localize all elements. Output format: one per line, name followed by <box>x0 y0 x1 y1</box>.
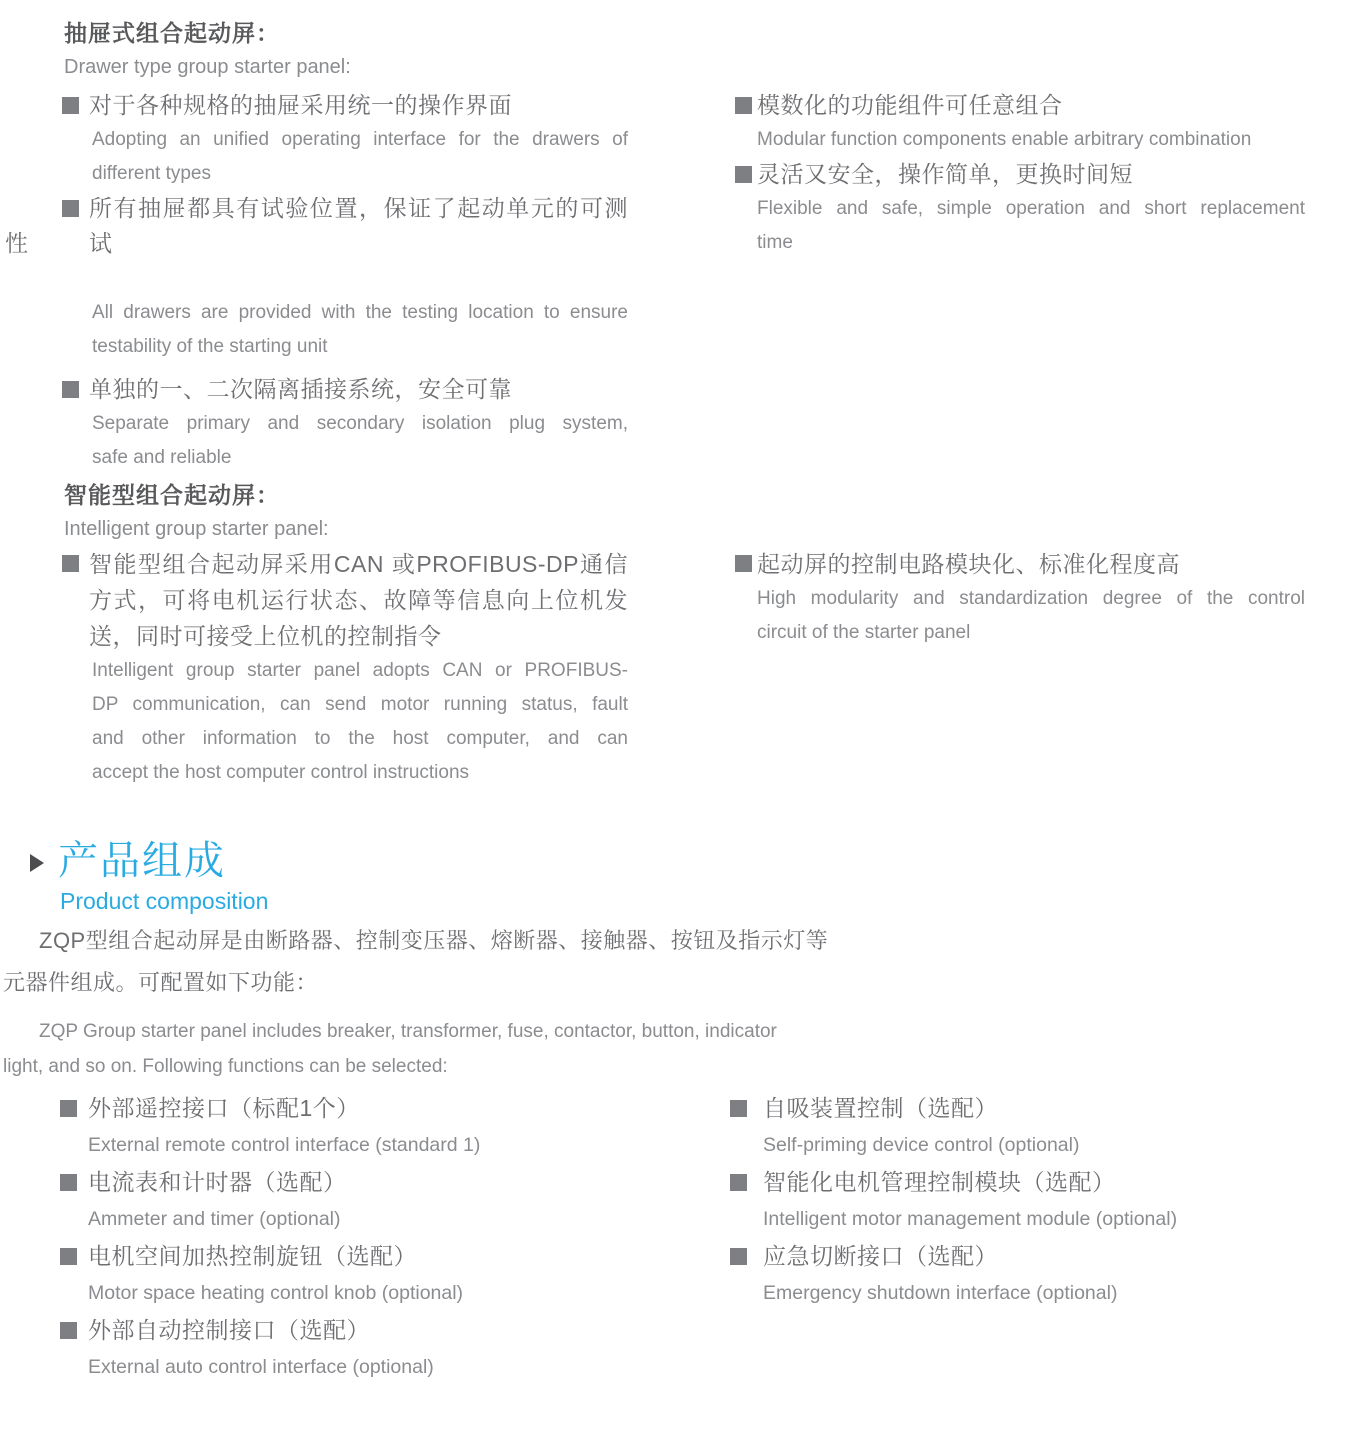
bullet-square-icon <box>60 1100 77 1117</box>
option-text-en: External remote control interface (standard 1) <box>88 1134 481 1156</box>
bullet-square-icon <box>735 166 752 183</box>
option-line: 电流表和计时器（选配） <box>88 1169 347 1195</box>
drawer-section-title-zh: 抽屉式组合起动屏： <box>64 20 280 46</box>
bullet-line: 灵活又安全，操作简单，更换时间短 <box>757 161 1133 187</box>
option-text-zh <box>730 1164 1349 1201</box>
bullet-text-en: Modular function components enable arbitrary combination <box>757 129 1252 150</box>
bullet-square-icon <box>62 555 79 572</box>
bullet-text-zh <box>735 88 1305 123</box>
option-text-zh <box>730 1090 1349 1127</box>
bullet-text-en: Intelligent group starter panel adopts CAN or PROFIBUS- <box>92 660 628 681</box>
paragraph-line: ZQP Group starter panel includes breaker, transformer, fuse, contactor, button, indicator <box>39 1021 777 1042</box>
bullet-square-icon <box>60 1248 77 1265</box>
bullet-text-en: Adopting an unified operating interface for the drawers of <box>92 129 628 150</box>
bullet-square-icon <box>62 381 79 398</box>
option-text-en: Emergency shutdown interface (optional) <box>763 1282 1118 1304</box>
bullet-text-zh: 方式，可将电机运行状态、故障等信息向上位机发 <box>89 587 628 613</box>
bullet-item <box>735 88 1305 157</box>
bullet-text-zh: 送，同时可接受上位机的控制指令 <box>89 623 442 649</box>
option-text-en: Self-priming device control (optional) <box>763 1134 1080 1156</box>
option-text-zh <box>60 1312 680 1349</box>
bullet-text-en: circuit of the starter panel <box>757 622 971 643</box>
bullet-square-icon <box>730 1248 747 1265</box>
option-text-en: Motor space heating control knob (optional) <box>88 1282 464 1304</box>
option-item <box>60 1090 680 1164</box>
composition-title-en: Product composition <box>60 888 269 914</box>
option-item <box>60 1164 680 1238</box>
intelligent-section-title-en: Intelligent group starter panel: <box>64 518 329 540</box>
paragraph-line: light, and so on. Following functions can be selected: <box>3 1056 448 1077</box>
option-text-zh <box>60 1164 680 1201</box>
bullet-square-icon <box>730 1100 747 1117</box>
bullet-text-en: and other information to the host computer, and can <box>92 728 628 749</box>
drawer-section-title-en: Drawer type group starter panel: <box>64 56 351 78</box>
drawer-section-left-column <box>62 88 628 475</box>
composition-title-row <box>30 838 268 884</box>
bullet-line: 起动屏的控制电路模块化、标准化程度高 <box>757 551 1180 577</box>
composition-paragraph-zh <box>3 920 923 1004</box>
bullet-text-en: High modularity and standardization degree of the control <box>757 588 1305 609</box>
paragraph-line: ZQP型组合起动屏是由断路器、控制变压器、熔断器、接触器、按钮及指示灯等 <box>39 928 829 953</box>
bullet-text-en: testability of the starting unit <box>92 336 328 357</box>
bullet-square-icon <box>62 97 79 114</box>
option-line: 应急切断接口（选配） <box>763 1243 998 1269</box>
option-line: 外部遥控接口（标配1个） <box>88 1095 360 1121</box>
wrap-overflow-spacer <box>62 261 628 296</box>
bullet-square-icon <box>62 200 79 217</box>
option-item <box>730 1090 1349 1164</box>
bullet-square-icon <box>735 555 752 572</box>
bullet-text-en: Separate primary and secondary isolation plug system, <box>92 413 628 434</box>
bullet-item <box>62 191 628 364</box>
bullet-text-zh <box>62 546 628 582</box>
composition-title-zh: 产品组成 <box>58 839 226 883</box>
bullet-item <box>735 157 1305 260</box>
option-text-zh <box>60 1238 680 1275</box>
bullet-line: 模数化的功能组件可任意组合 <box>757 92 1063 118</box>
bullet-line: 所有抽屉都具有试验位置，保证了起动单元的可测试 <box>89 195 628 256</box>
section-arrow-icon <box>30 854 44 872</box>
bullet-text-zh <box>735 157 1305 192</box>
bullet-square-icon <box>60 1174 77 1191</box>
bullet-square-icon <box>735 97 752 114</box>
drawer-section-right-column <box>735 88 1305 260</box>
option-item <box>60 1312 680 1386</box>
bullet-text-zh <box>735 546 1305 582</box>
bullet-text-en: safe and reliable <box>92 447 232 468</box>
option-text-en: Ammeter and timer (optional) <box>88 1208 341 1230</box>
paragraph-line: 元器件组成。可配置如下功能： <box>3 970 319 995</box>
composition-paragraph-en <box>3 1014 923 1084</box>
bullet-item <box>62 88 628 191</box>
bullet-line: 单独的一、二次隔离插接系统，安全可靠 <box>89 376 512 402</box>
option-item <box>60 1238 680 1312</box>
bullet-text-zh <box>62 372 628 407</box>
composition-section-header <box>30 838 268 916</box>
option-line: 自吸装置控制（选配） <box>763 1095 998 1121</box>
option-text-en: External auto control interface (optional) <box>88 1356 434 1378</box>
intelligent-section-left-column <box>62 546 628 790</box>
bullet-text-en: different types <box>92 163 212 184</box>
intelligent-section-header <box>64 478 329 546</box>
bullet-text-en: DP communication, can send motor running status, fault <box>92 694 628 715</box>
bullet-item <box>62 546 628 790</box>
option-text-zh <box>730 1238 1349 1275</box>
bullet-square-icon <box>730 1174 747 1191</box>
bullet-square-icon <box>60 1322 77 1339</box>
option-line: 电机空间加热控制旋钮（选配） <box>88 1243 417 1269</box>
intelligent-section-right-column <box>735 546 1305 650</box>
composition-right-column <box>730 1090 1349 1312</box>
drawer-section-header <box>64 16 351 84</box>
option-item <box>730 1238 1349 1312</box>
bullet-line: 对于各种规格的抽屉采用统一的操作界面 <box>89 92 512 118</box>
intelligent-section-title-zh: 智能型组合起动屏： <box>64 482 280 508</box>
option-text-en: Intelligent motor management module (optional) <box>763 1208 1178 1230</box>
bullet-text-en: All drawers are provided with the testing location to ensure <box>92 302 628 323</box>
option-text-zh <box>60 1090 680 1127</box>
wrapped-overflow-char: 性 <box>5 230 28 256</box>
option-line: 外部自动控制接口（选配） <box>88 1317 370 1343</box>
bullet-text-en: accept the host computer control instructions <box>92 762 470 783</box>
bullet-text-zh <box>62 191 628 261</box>
composition-left-column <box>60 1090 680 1386</box>
option-item <box>730 1164 1349 1238</box>
bullet-text-en: Flexible and safe, simple operation and short replacement <box>757 198 1305 219</box>
option-line: 智能化电机管理控制模块（选配） <box>763 1169 1116 1195</box>
bullet-item <box>735 546 1305 650</box>
bullet-text-en: time <box>757 232 793 253</box>
bullet-line: 智能型组合起动屏采用CAN 或PROFIBUS-DP通信 <box>89 551 628 577</box>
bullet-item <box>62 372 628 475</box>
bullet-text-zh <box>62 88 628 123</box>
